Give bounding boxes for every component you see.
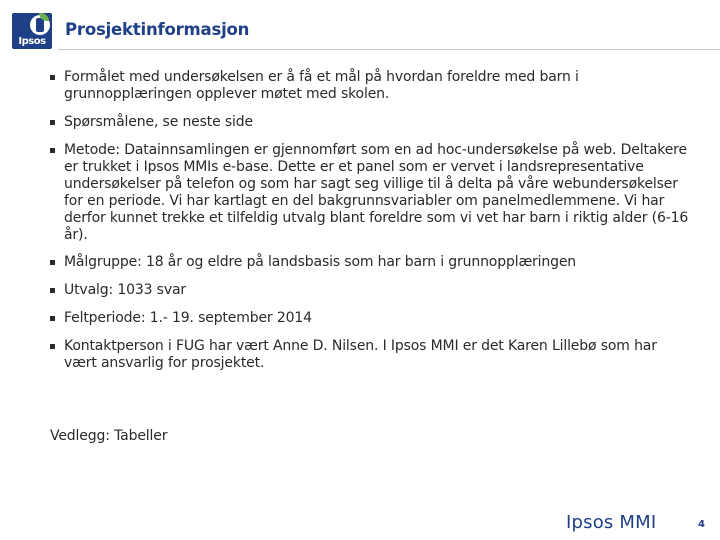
attachment-note: Vedlegg: Tabeller	[50, 428, 168, 444]
title-divider	[58, 49, 720, 50]
bullet-square-icon	[50, 75, 55, 80]
bullet-purpose	[50, 69, 690, 103]
bullet-text: Feltperiode: 1.- 19. september 2014	[64, 310, 312, 326]
bullet-square-icon	[50, 288, 55, 293]
bullet-square-icon	[50, 344, 55, 349]
bullet-sample	[50, 282, 690, 299]
page-title: Prosjektinformasjon	[65, 20, 250, 39]
logo-text: Ipsos	[18, 36, 46, 47]
bullet-text: Spørsmålene, se neste side	[64, 114, 253, 130]
bullet-text: Kontaktperson i FUG har vært Anne D. Nilsen. I Ipsos MMI er det Karen Lillebø som har vært ansvarlig for prosjektet.	[64, 338, 657, 371]
bullet-target-group	[50, 254, 690, 271]
bullet-square-icon	[50, 148, 55, 153]
footer-brand: Ipsos MMI	[566, 512, 657, 533]
bullet-square-icon	[50, 260, 55, 265]
bullet-square-icon	[50, 316, 55, 321]
bullet-list	[50, 69, 690, 372]
ipsos-logo	[12, 13, 52, 49]
page-number: 4	[698, 519, 705, 530]
bullet-method	[50, 142, 690, 244]
bullet-text: Metode: Datainnsamlingen er gjennomført som en ad hoc-undersøkelse på web. Deltakere er trukket i Ipsos MMIs e-base. Dette er et panel som er vervet i landsrepresentative undersøkelser på telefon og som har sagt seg villige til å delta på våre webundersøkelser for en periode. Vi har kartlagt en del bakgrunnsvariabler om panelmedlemmene. Vi har derfor kunnet trekke et tilfeldig utvalg blant foreldre som vi vet har barn i riktig alder (6-16 år).	[64, 142, 689, 243]
bullet-square-icon	[50, 120, 55, 125]
bullet-contact	[50, 338, 690, 372]
bullet-questions	[50, 114, 690, 131]
bullet-text: Utvalg: 1033 svar	[64, 282, 186, 298]
bullet-text: Formålet med undersøkelsen er å få et mål på hvordan foreldre med barn i grunnopplæringen opplever møtet med skolen.	[64, 69, 579, 102]
bullet-text: Målgruppe: 18 år og eldre på landsbasis som har barn i grunnopplæringen	[64, 254, 577, 270]
bullet-field-period	[50, 310, 690, 327]
